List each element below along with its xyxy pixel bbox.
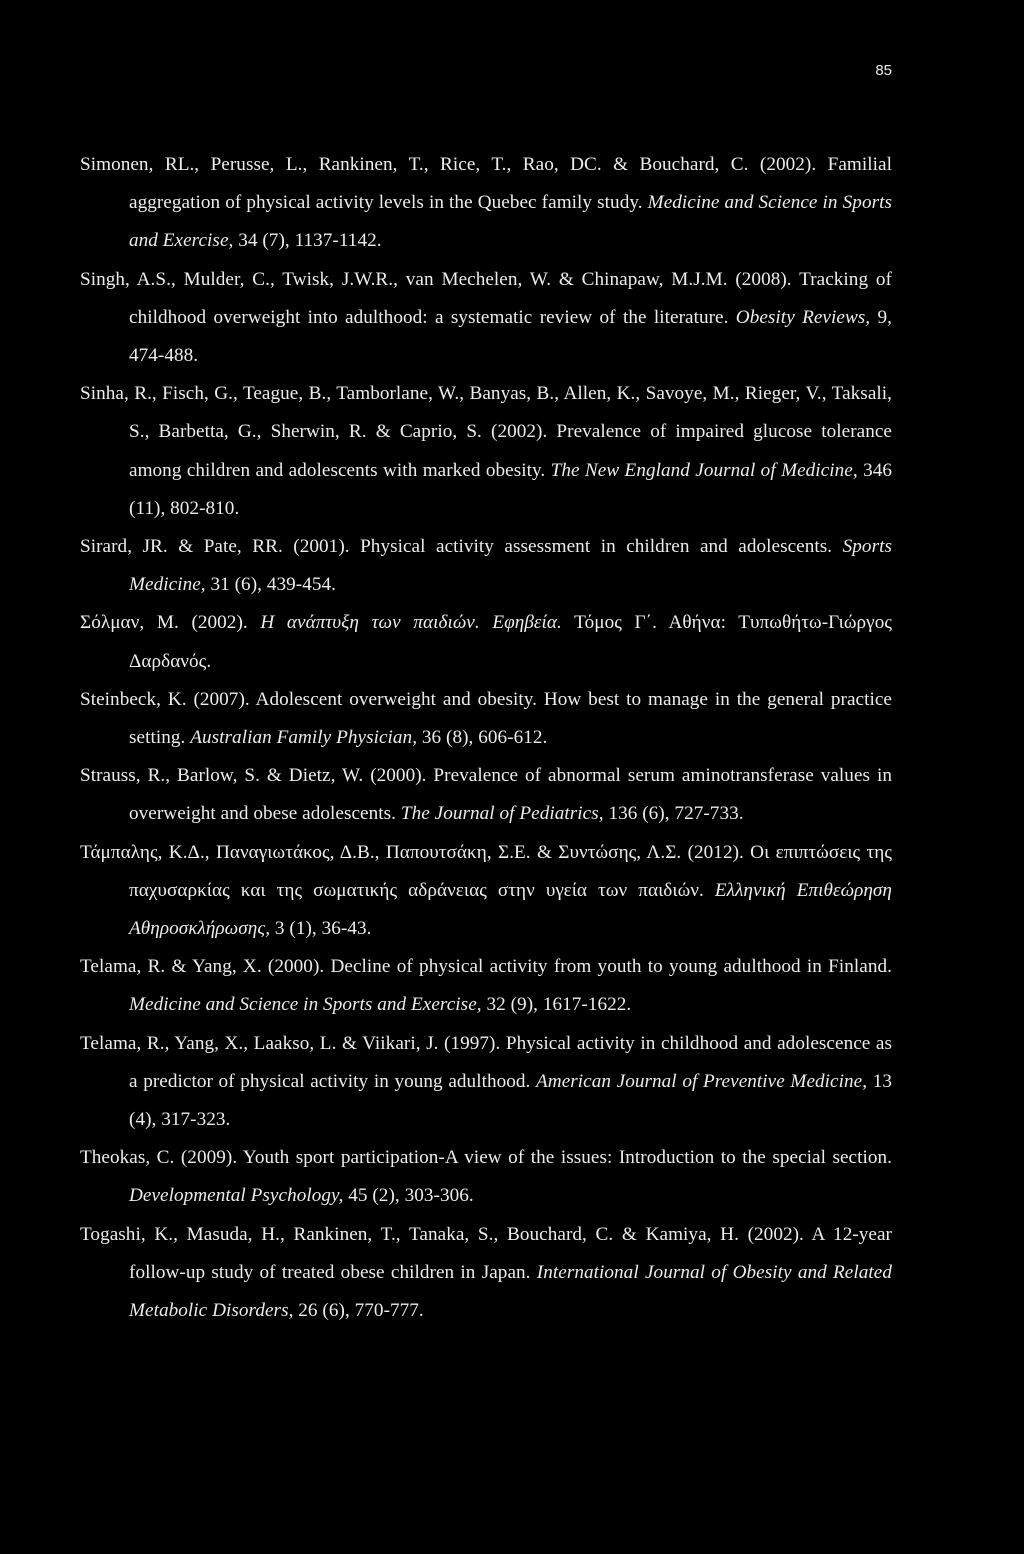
reference-source: The Journal of Pediatrics,: [400, 803, 604, 825]
reference-source: The New England Journal of Medicine,: [550, 459, 858, 481]
reference-details: 36 (8), 606-612.: [417, 727, 548, 749]
reference-details: 13 (4), 317-323.: [129, 1070, 892, 1131]
reference-source: International Journal of Obesity and Related Metabolic Disorders,: [129, 1261, 892, 1322]
reference-text: Τάμπαλης, Κ.Δ., Παναγιωτάκος, Δ.Β., Παπουτσάκη, Σ.Ε. & Συντώσης, Λ.Σ. (2012). Οι επιπτώσεις της παχυσαρκίας και της σωματικής αδράνειας στην υγεία των παιδιών.: [80, 841, 892, 901]
reference-source: Ελληνική Επιθεώρηση Αθηροσκλήρωσης,: [129, 879, 892, 940]
reference-text: Steinbeck, K. (2007). Adolescent overweight and obesity. How best to manage in the general practice setting.: [80, 688, 892, 749]
reference-entry: [80, 146, 892, 261]
reference-text: Simonen, RL., Perusse, L., Rankinen, T., Rice, T., Rao, DC. & Bouchard, C. (2002). Familial aggregation of physical activity levels in the Quebec family study.: [80, 154, 892, 214]
reference-text: Theokas, C. (2009). Youth sport participation-A view of the issues: Introduction to the special section.: [80, 1147, 892, 1169]
reference-details: Τόμος Γ΄. Αθήνα: Τυπωθήτω-Γιώργος Δαρδανός.: [129, 612, 892, 672]
reference-text: Σόλμαν, Μ. (2002).: [80, 612, 261, 634]
reference-text: Singh, A.S., Mulder, C., Twisk, J.W.R., van Mechelen, W. & Chinapaw, M.J.M. (2008). Tracking of childhood overweight into adulthood: a systematic review of the literature.: [80, 268, 892, 328]
reference-source: Η ανάπτυξη των παιδιών. Εφηβεία.: [260, 612, 562, 634]
reference-entry: [80, 528, 892, 604]
reference-details: 26 (6), 770-777.: [293, 1300, 424, 1322]
reference-details: 31 (6), 439-454.: [205, 574, 336, 596]
reference-entry: [80, 604, 892, 680]
reference-entry: [80, 1139, 892, 1215]
reference-source: Medicine and Science in Sports and Exercise,: [129, 192, 893, 252]
reference-entry: [80, 681, 892, 757]
reference-source: Australian Family Physician,: [190, 727, 418, 749]
reference-details: 9, 474-488.: [129, 306, 892, 367]
reference-details: 45 (2), 303-306.: [343, 1185, 474, 1207]
reference-text: Telama, R. & Yang, X. (2000). Decline of physical activity from youth to young adulthood in Finland.: [80, 956, 892, 978]
reference-source: Medicine and Science in Sports and Exercise,: [129, 994, 482, 1016]
reference-details: 3 (1), 36-43.: [270, 918, 372, 940]
reference-list: [80, 146, 892, 1330]
reference-text: Togashi, K., Masuda, H., Rankinen, T., Tanaka, S., Bouchard, C. & Kamiya, H. (2002). A 12-year follow-up study of treated obese children in Japan.: [80, 1223, 892, 1283]
reference-entry: [80, 834, 892, 949]
reference-entry: [80, 1216, 892, 1331]
reference-text: Telama, R., Yang, X., Laakso, L. & Viikari, J. (1997). Physical activity in childhood and adolescence as a predictor of physical activity in young adulthood.: [80, 1032, 892, 1092]
reference-details: 346 (11), 802-810.: [129, 459, 892, 519]
reference-source: Developmental Psychology,: [129, 1185, 344, 1207]
reference-entry: [80, 757, 892, 833]
reference-source: American Journal of Preventive Medicine,: [536, 1070, 868, 1092]
reference-details: 34 (7), 1137-1142.: [233, 230, 382, 252]
reference-entry: [80, 375, 892, 528]
reference-entry: [80, 1025, 892, 1140]
page-number: 85: [875, 62, 892, 79]
reference-details: 32 (9), 1617-1622.: [481, 994, 632, 1016]
reference-source: Obesity Reviews,: [735, 306, 871, 328]
reference-text: Strauss, R., Barlow, S. & Dietz, W. (2000). Prevalence of abnormal serum aminotransferase values in overweight and obese adolescents.: [80, 765, 892, 825]
reference-entry: [80, 948, 892, 1024]
reference-entry: [80, 261, 892, 376]
reference-text: Sinha, R., Fisch, G., Teague, B., Tamborlane, W., Banyas, B., Allen, K., Savoye, M., Rieger, V., Taksali, S., Barbetta, G., Sherwin, R. & Caprio, S. (2002). Prevalence of impaired glucose tolerance among children and adolescents with marked obesity.: [80, 383, 892, 481]
reference-text: Sirard, JR. & Pate, RR. (2001). Physical activity assessment in children and adolescents.: [80, 536, 843, 558]
reference-source: Sports Medicine,: [129, 536, 892, 596]
reference-details: 136 (6), 727-733.: [603, 803, 744, 825]
